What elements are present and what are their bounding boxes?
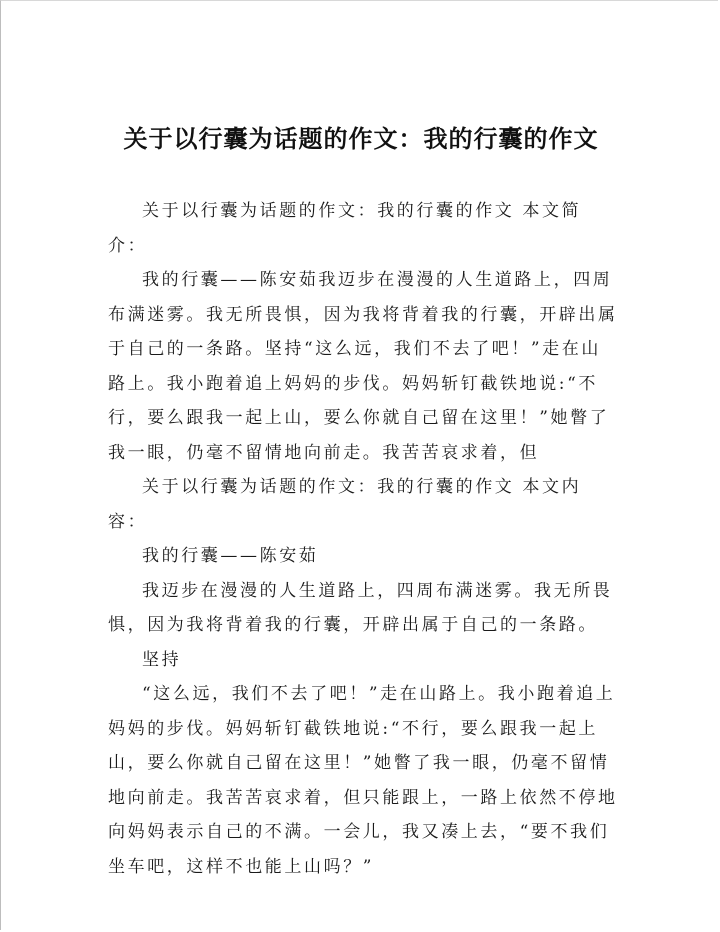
paragraph-intro: 我迈步在漫漫的人生道路上，四周布满迷雾。我无所畏惧，因为我将背着我的行囊，开辟出属于自己的一条路。	[108, 580, 613, 635]
paragraph-essay-title: 我的行囊——陈安茹	[142, 546, 319, 566]
paragraph-summary-heading: 关于以行囊为话题的作文：我的行囊的作文 本文简介：	[108, 201, 582, 256]
paragraph-content-heading: 关于以行囊为话题的作文：我的行囊的作文 本文内容：	[108, 477, 582, 532]
document-title: 关于以行囊为话题的作文：我的行囊的作文	[123, 125, 599, 153]
paragraph-section-heading: 坚持	[142, 649, 182, 670]
paragraph-story: “这么远，我们不去了吧！”走在山路上。我小跑着追上妈妈的步伐。妈妈斩钉截铁地说:“不行，要么跟我一起上山，要么你就自己留在这里！”她瞥了我一眼，仍毫不留情地向前走。我苦苦哀求着，但只能跟上，一路上依然不停地向妈妈表示自己的不满。一会儿，我又凑上去，“要不我们坐车吧，这样不也能上山吗？”	[108, 684, 618, 877]
document-body	[108, 194, 618, 884]
paragraph-summary: 我的行囊——陈安茹我迈步在漫漫的人生道路上，四周布满迷雾。我无所畏惧，因为我将背着我的行囊，开辟出属于自己的一条路。坚持“这么远，我们不去了吧！”走在山路上。我小跑着追上妈妈的步伐。妈妈斩钉截铁地说:“不行，要么跟我一起上山，要么你就自己留在这里！”她瞥了我一眼，仍毫不留情地向前走。我苦苦哀求着，但	[108, 270, 618, 463]
